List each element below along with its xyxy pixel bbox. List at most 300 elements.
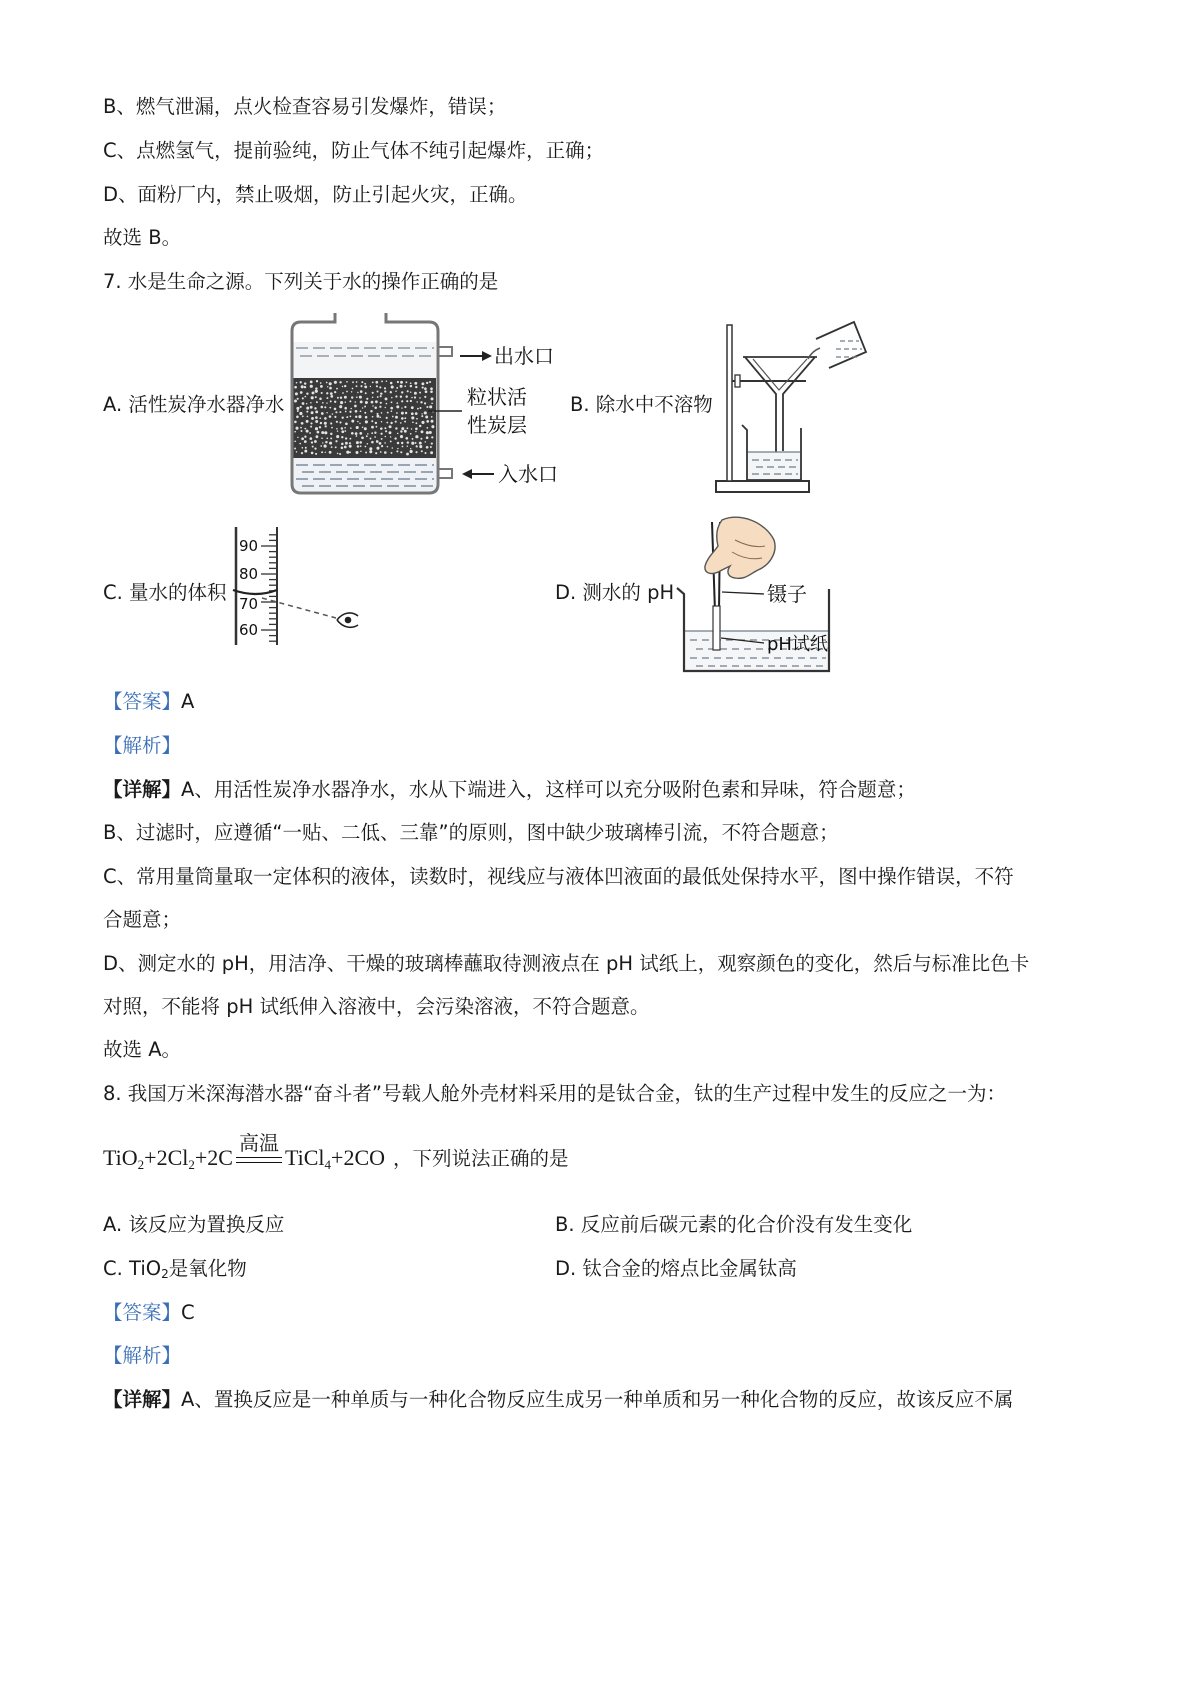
scale-label-70: 70 — [239, 595, 259, 613]
carbon-granule-gap — [420, 401, 422, 403]
carbon-granule-gap — [415, 412, 418, 415]
carbon-granule-gap — [400, 396, 402, 398]
carbon-granule-gap — [340, 396, 342, 398]
carbon-granule-gap — [301, 422, 304, 425]
carbon-granule-gap — [352, 388, 354, 390]
carbon-granule-gap — [396, 387, 398, 389]
carbon-granule-gap — [422, 387, 424, 389]
outlet-arrow — [460, 351, 492, 361]
carbon-granule-gap — [365, 446, 367, 448]
carbon-granule-gap — [426, 420, 429, 423]
carbon-granule-gap — [310, 422, 312, 424]
carbon-granule-gap — [296, 416, 299, 419]
carbon-granule-gap — [416, 445, 418, 447]
carbon-granule-gap — [311, 441, 313, 443]
carbon-granule-gap — [295, 392, 298, 395]
carbon-granule-gap — [294, 431, 296, 433]
carbon-granule-gap — [392, 447, 394, 449]
carbon-granule-gap — [414, 382, 417, 385]
carbon-granule-gap — [371, 426, 374, 429]
carbon-granule-gap — [401, 417, 404, 420]
carbon-granule-gap — [376, 415, 379, 418]
carbon-granule-gap — [315, 410, 318, 413]
carbon-granule-gap — [367, 433, 369, 435]
outlet-label: 出水口 — [494, 344, 554, 368]
carbon-granule-gap — [357, 392, 358, 393]
carbon-granule-gap — [359, 396, 362, 399]
carbon-granule-gap — [374, 436, 376, 438]
carbon-granule-gap — [400, 451, 402, 453]
carbon-granule-gap — [390, 436, 392, 438]
carbon-granule-gap — [365, 452, 367, 454]
carbon-granule-gap — [356, 451, 359, 454]
q7-detail-line: B、过滤时，应遵循“一贴、二低、三靠”的原则，图中缺少玻璃棒引流，不符合题意； — [103, 821, 839, 844]
carbon-granule-gap — [320, 385, 323, 388]
answer-tag: 【答案】 — [103, 1301, 182, 1324]
carbon-granule-gap — [319, 417, 321, 419]
q7-detail-line: C、常用量筒量取一定体积的液体，读数时，视线应与液体凹液面的最低处保持水平，图中操作错误，不符 — [103, 865, 1014, 888]
carbon-granule-gap — [415, 451, 417, 453]
carbon-granule-gap — [375, 422, 377, 424]
carbon-granule-gap — [400, 422, 402, 424]
carbon-granule-gap — [319, 426, 321, 428]
carbon-granule-gap — [355, 410, 358, 413]
carbon-granule-gap — [410, 400, 412, 402]
carbon-granule-gap — [349, 451, 351, 453]
carbon-granule-gap — [415, 386, 417, 388]
carbon-granule-gap — [370, 386, 371, 387]
carbon-granule-gap — [365, 420, 368, 423]
carbon-granule-gap — [310, 385, 313, 388]
carbon-granule-gap — [322, 442, 323, 443]
carbon-granule-gap — [300, 381, 302, 383]
q7-detail-line: D、测定水的 pH，用洁净、干燥的玻璃棒蘸取待测液点在 pH 试纸上，观察颜色的变化，然后与标准比色卡 — [103, 952, 1030, 975]
carbon-granule-gap — [339, 421, 341, 423]
carbon-granule-gap — [342, 417, 344, 419]
carbon-granule-gap — [302, 415, 304, 417]
analysis-tag: 【解析】 — [103, 1344, 182, 1367]
carbon-granule-gap — [345, 401, 347, 403]
carbon-granule-gap — [316, 401, 318, 403]
carbon-granule-gap — [302, 402, 305, 405]
carbon-granule-gap — [315, 396, 317, 398]
carbon-granule-gap — [370, 410, 372, 412]
carbon-granule-gap — [405, 437, 408, 440]
carbon-granule-gap — [345, 422, 348, 425]
carbon-granule-gap — [344, 385, 346, 387]
detail-tag: 【详解】 — [103, 778, 182, 801]
carbon-granule-gap — [315, 387, 317, 389]
carbon-granule-gap — [301, 452, 303, 454]
carbon-granule-gap — [384, 387, 386, 389]
carbon-granule-gap — [301, 437, 304, 440]
carbon-granule-gap — [405, 412, 407, 414]
q7-option-c-label: C. 量水的体积 — [103, 581, 227, 604]
equation-tail: ，下列说法正确的是 — [393, 1147, 569, 1170]
carbon-granule-gap — [397, 433, 399, 435]
carbon-granule-gap — [390, 407, 393, 410]
carbon-granule-gap — [320, 422, 322, 424]
carbon-granule-gap — [417, 408, 419, 410]
carbon-granule-gap — [396, 405, 399, 408]
carbon-granule-gap — [372, 397, 374, 399]
carbon-granule-gap — [380, 427, 383, 430]
subscript: 2 — [137, 1157, 145, 1172]
carbon-granule-gap — [384, 427, 386, 429]
carbon-granule-gap — [407, 390, 409, 392]
carbon-granule-gap — [400, 385, 403, 388]
carbon-granule-gap — [401, 412, 404, 415]
carbon-granule-gap — [304, 440, 307, 443]
carbon-granule-gap — [396, 412, 398, 414]
q6-analysis-b: B、燃气泄漏，点火检查容易引发爆炸，错误； — [103, 95, 507, 118]
carbon-granule-gap — [375, 381, 378, 384]
carbon-granule-gap — [375, 400, 378, 403]
q7-detail-line: 对照，不能将 pH 试纸伸入溶液中，会污染溶液，不符合题意。 — [103, 995, 650, 1018]
carbon-granule-gap — [350, 416, 352, 418]
carbon-granule-gap — [312, 446, 314, 448]
carbon-granule-gap — [315, 420, 318, 423]
carbon-granule-gap — [430, 446, 432, 448]
carbon-granule-gap — [344, 446, 347, 449]
carbon-granule-gap — [337, 397, 339, 399]
carbon-granule-gap — [364, 406, 366, 408]
carbon-granule-gap — [362, 407, 363, 408]
carbon-granule-gap — [304, 450, 307, 453]
carbon-granule-gap — [326, 437, 328, 439]
carbon-granule-gap — [389, 425, 392, 428]
carbon-granule-gap — [384, 451, 387, 454]
carbon-granule-gap — [296, 451, 298, 453]
carbon-granule-gap — [306, 393, 308, 395]
carbon-granule-gap — [360, 445, 362, 447]
carbon-granule-gap — [431, 420, 434, 423]
carbon-granule-gap — [384, 436, 386, 438]
carbon-granule-gap — [294, 448, 296, 450]
carbon-granule-gap — [341, 427, 343, 429]
carbon-granule-gap — [311, 396, 314, 399]
carbon-granule-gap — [424, 396, 426, 398]
carbon-granule-gap — [406, 427, 408, 429]
carbon-granule-gap — [297, 398, 299, 400]
carbon-granule-gap — [329, 382, 332, 385]
carbon-granule-gap — [345, 411, 347, 413]
carbon-granule-gap — [414, 392, 417, 395]
carbon-granule-gap — [350, 408, 352, 410]
carbon-granule-gap — [359, 441, 362, 444]
carbon-granule-gap — [375, 452, 377, 454]
carbon-granule-gap — [351, 420, 354, 423]
carbon-granule-gap — [330, 392, 333, 395]
carbon-granule-gap — [339, 381, 341, 383]
carbon-granule-gap — [311, 452, 314, 455]
carbon-granule-gap — [331, 446, 333, 448]
carbon-granule-gap — [406, 453, 409, 456]
carbon-granule-gap — [364, 383, 366, 385]
detail-tag: 【详解】 — [103, 1388, 182, 1411]
carbon-granule-gap — [355, 416, 357, 418]
carbon-granule-gap — [415, 442, 417, 444]
carbon-granule-gap — [355, 432, 358, 435]
carbon-granule-gap — [416, 418, 418, 420]
carbon-layer-label-line1: 粒状活 — [467, 385, 527, 409]
carbon-granule-gap — [406, 400, 408, 402]
carbon-granule-gap — [321, 406, 324, 409]
carbon-granule-gap — [381, 445, 383, 447]
carbon-granule-gap — [376, 413, 378, 415]
carbon-granule-gap — [371, 432, 373, 434]
carbon-granule-gap — [294, 421, 297, 424]
carbon-granule-gap — [431, 436, 433, 438]
carbon-granule-gap — [397, 448, 398, 449]
carbon-granule-gap — [385, 407, 386, 408]
reaction-condition — [236, 1130, 282, 1163]
carbon-granule-gap — [326, 397, 328, 399]
carbon-granule-gap — [430, 387, 433, 390]
answer-tag: 【答案】 — [103, 690, 182, 713]
carbon-granule-gap — [386, 403, 388, 405]
carbon-granule-gap — [361, 436, 364, 439]
inlet-pipe — [438, 469, 452, 478]
carbon-granule-gap — [300, 406, 302, 408]
carbon-granule-gap — [336, 421, 338, 423]
q8-answer — [103, 1300, 195, 1326]
carbon-granule-gap — [356, 381, 358, 383]
carbon-granule-gap — [324, 445, 327, 448]
carbon-granule-gap — [304, 382, 306, 384]
carbon-granule-gap — [306, 403, 307, 404]
carbon-granule-gap — [321, 451, 323, 453]
carbon-granule-gap — [367, 443, 369, 445]
carbon-granule-gap — [405, 381, 407, 383]
outlet-arrow-head — [482, 351, 492, 361]
carbon-granule-gap — [421, 415, 423, 417]
carbon-granule-gap — [312, 391, 315, 394]
eye-pupil — [345, 617, 352, 624]
q7-conclusion: 故选 A。 — [103, 1038, 182, 1061]
q7-option-b-label: B. 除水中不溶物 — [570, 393, 713, 416]
carbon-granule-gap — [387, 412, 389, 414]
carbon-granule-gap — [372, 405, 373, 406]
carbon-granule-gap — [324, 422, 327, 425]
carbon-granule-gap — [299, 412, 302, 415]
carbon-granule-gap — [411, 442, 414, 445]
carbon-granule-gap — [331, 427, 333, 429]
carbon-granule-gap — [364, 412, 366, 414]
detail-text: A、用活性炭净水器净水，水从下端进入，这样可以充分吸附色素和异味，符合题意； — [181, 778, 916, 801]
subscript: 2 — [161, 1267, 169, 1281]
carbon-granule-gap — [330, 437, 332, 439]
carbon-granule-gap — [329, 415, 332, 418]
carbon-granule-gap — [344, 430, 346, 432]
tweezers-pointer — [722, 592, 764, 594]
carbon-granule-gap — [310, 406, 313, 409]
carbon-granule-gap — [321, 392, 323, 394]
carbon-granule-gap — [380, 451, 382, 453]
carbon-granule-gap — [414, 396, 416, 398]
carbon-granule-gap — [306, 430, 309, 433]
carbon-granule-gap — [322, 402, 324, 404]
carbon-granule-gap — [424, 411, 427, 414]
carbon-granule-gap — [341, 436, 343, 438]
carbon-granule-gap — [374, 432, 376, 434]
carbon-granule-gap — [426, 406, 428, 408]
carbon-granule-gap — [411, 428, 412, 429]
carbon-granule-gap — [401, 427, 404, 430]
carbon-granule-gap — [379, 442, 382, 445]
hand — [705, 517, 775, 578]
carbon-granule-gap — [381, 421, 382, 422]
carbon-granule-gap — [300, 430, 302, 432]
carbon-granule-gap — [310, 426, 312, 428]
carbon-granule-gap — [344, 396, 347, 399]
carbon-granule-gap — [325, 452, 326, 453]
carbon-granule-gap — [411, 416, 414, 419]
carbon-granule-gap — [330, 422, 332, 424]
carbon-granule-gap — [315, 416, 318, 419]
filtration-figure — [705, 315, 875, 500]
carbon-granule-gap — [320, 382, 322, 384]
carbon-granule-gap — [317, 431, 320, 434]
carbon-granule-gap — [326, 382, 328, 384]
carbon-granule-gap — [412, 438, 414, 440]
carbon-granule-gap — [360, 385, 362, 387]
carbon-granule-gap — [424, 402, 426, 404]
q8-equation-line — [103, 1130, 569, 1174]
carbon-granule-gap — [304, 386, 306, 388]
carbon-granule-gap — [381, 381, 383, 383]
carbon-granule-gap — [431, 397, 434, 400]
carbon-granule-gap — [415, 431, 416, 432]
carbon-granule-gap — [346, 451, 349, 454]
outlet-pipe — [438, 347, 452, 356]
carbon-granule-gap — [325, 441, 327, 443]
carbon-granule-gap — [336, 428, 338, 430]
carbon-granule-gap — [349, 442, 351, 444]
q7-option-d-label: D. 测水的 pH — [555, 581, 675, 604]
ph-paper-label: pH试纸 — [767, 634, 828, 655]
carbon-granule-gap — [421, 413, 422, 414]
carbon-granule-gap — [415, 428, 418, 431]
inlet-arrow-head — [462, 469, 472, 479]
carbon-granule-gap — [387, 446, 389, 448]
carbon-granule-gap — [329, 387, 332, 390]
carbon-granule-gap — [334, 401, 336, 403]
carbon-granule-gap — [395, 421, 397, 423]
eye-icon — [337, 613, 358, 627]
carbon-granule-gap — [326, 412, 327, 413]
carbon-granule-gap — [305, 447, 307, 449]
q8-option-c — [103, 1256, 247, 1282]
carbon-granule-gap — [296, 407, 299, 410]
carbon-granule-gap — [425, 441, 427, 443]
carbon-granule-gap — [376, 440, 379, 443]
carbon-granule-gap — [431, 403, 433, 405]
carbon-granule-gap — [372, 392, 374, 394]
carbon-granule-gap — [395, 427, 397, 429]
carbon-granule-gap — [384, 442, 386, 444]
stand-rod — [727, 325, 732, 481]
q7-analysis-heading — [103, 733, 181, 759]
carbon-granule-gap — [354, 405, 357, 408]
q7-detail-line — [103, 777, 916, 803]
carbon-granule-gap — [369, 447, 372, 450]
carbon-granule-gap — [344, 407, 347, 410]
carbon-layer-label-line2: 性炭层 — [467, 413, 527, 437]
carbon-granule-gap — [309, 437, 312, 440]
carbon-granule-gap — [419, 425, 421, 427]
carbon-granule-gap — [390, 382, 393, 385]
carbon-granule-gap — [329, 407, 331, 409]
carbon-granule-gap — [315, 427, 318, 430]
tweezers-label: 镊子 — [767, 582, 807, 606]
carbon-granule-gap — [339, 453, 341, 455]
carbon-granule-gap — [309, 432, 311, 434]
carbon-granule-gap — [345, 442, 348, 445]
carbon-granule-gap — [334, 391, 336, 393]
carbon-granule-gap — [380, 395, 382, 397]
carbon-granule-gap — [421, 430, 424, 433]
carbon-granule-gap — [405, 395, 407, 397]
carbon-granule-gap — [429, 405, 432, 408]
carbon-granule-gap — [297, 437, 298, 438]
carbon-granule-gap — [342, 386, 343, 387]
q6-analysis-d: D、面粉厂内，禁止吸烟，防止引起火灾，正确。 — [103, 183, 528, 206]
carbon-granule-gap — [430, 451, 433, 454]
carbon-granule-gap — [431, 425, 434, 428]
carbon-granule-gap — [372, 381, 374, 383]
carbon-granule-gap — [324, 406, 326, 408]
carbon-layer — [293, 378, 436, 458]
carbon-granule-gap — [385, 397, 388, 400]
carbon-granule-gap — [401, 407, 402, 408]
carbon-granule-gap — [390, 391, 392, 393]
carbon-granule-gap — [326, 402, 327, 403]
carbon-granule-gap — [421, 382, 424, 385]
carbon-granule-gap — [420, 438, 422, 440]
carbon-granule-gap — [315, 453, 317, 455]
reactant-c: +2C — [194, 1145, 233, 1170]
carbon-granule-gap — [316, 435, 319, 438]
carbon-granule-gap — [306, 420, 309, 423]
inlet-arrow — [462, 469, 494, 479]
carbon-granule-gap — [321, 437, 323, 439]
carbon-granule-gap — [334, 408, 337, 411]
carbon-granule-gap — [380, 402, 382, 404]
carbon-granule-gap — [296, 382, 298, 384]
carbon-granule-gap — [379, 417, 381, 419]
carbon-granule-gap — [385, 430, 387, 432]
q7-stem: 7. 水是生命之源。下列关于水的操作正确的是 — [103, 270, 499, 293]
carbon-granule-gap — [339, 405, 342, 408]
condition-text: 高温 — [238, 1130, 279, 1155]
receiving-water — [748, 452, 800, 479]
carbon-granule-gap — [356, 385, 358, 387]
carbon-granule-gap — [391, 385, 394, 388]
carbon-granule-gap — [430, 390, 433, 393]
carbon-granule-gap — [420, 407, 422, 409]
carbon-granule-gap — [325, 425, 327, 427]
carbon-granule-gap — [419, 397, 421, 399]
carbon-granule-gap — [390, 440, 392, 442]
carbon-granule-gap — [372, 416, 374, 418]
carbon-granule-gap — [337, 453, 339, 455]
carbon-granule-gap — [314, 448, 316, 450]
answer-value: A — [181, 690, 195, 713]
carbon-granule-gap — [410, 385, 412, 387]
carbon-granule-gap — [341, 430, 344, 433]
carbon-granule-gap — [351, 391, 352, 392]
